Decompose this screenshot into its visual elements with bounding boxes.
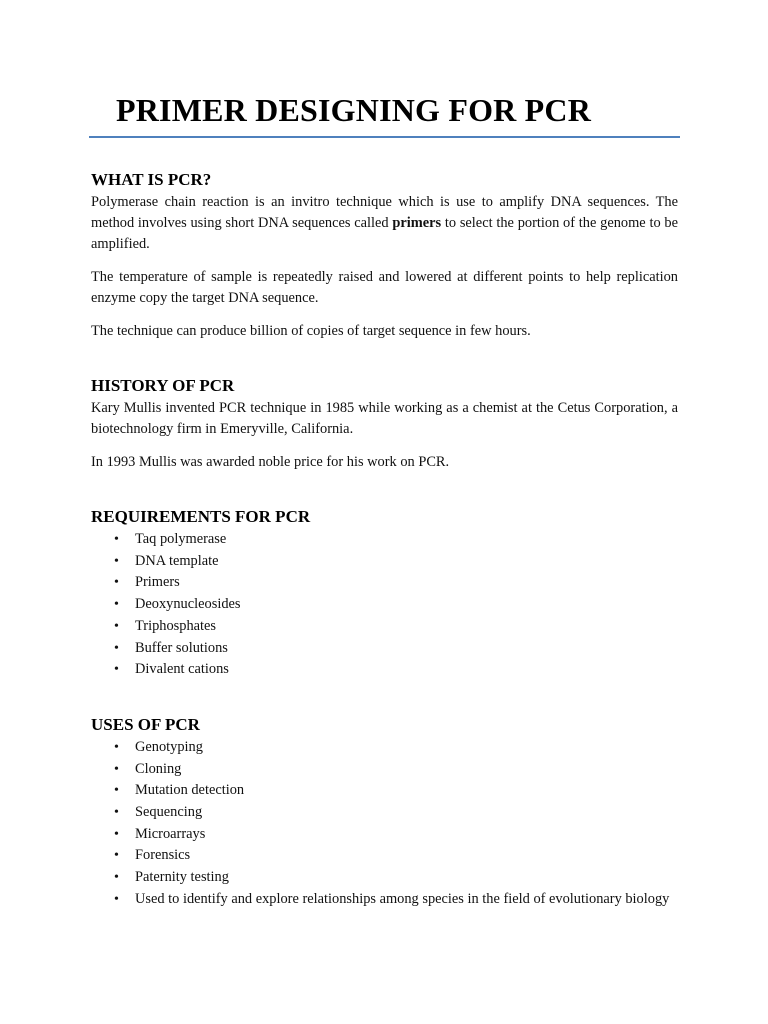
list-item	[91, 889, 678, 911]
bullet-icon: •	[114, 597, 119, 613]
list-item	[91, 551, 678, 573]
list-item	[91, 737, 678, 759]
list-item	[91, 594, 678, 616]
list-item-text: Divalent cations	[135, 661, 229, 678]
section-heading-uses: USES OF PCR	[91, 714, 200, 734]
list-item	[91, 824, 678, 846]
list-item	[91, 759, 678, 781]
list-item-text: Mutation detection	[135, 782, 245, 799]
paragraph-pcr-definition	[91, 192, 678, 255]
section-heading-history: HISTORY OF PCR	[91, 376, 235, 395]
title-underline	[89, 136, 680, 138]
section-uses-of-pcr	[91, 713, 678, 911]
list-item-text: Used to identify and explore relationships among species in the field of evolutionary biology	[135, 890, 670, 907]
list-item	[91, 616, 678, 638]
bullet-icon: •	[114, 805, 119, 821]
list-item-text: Taq polymerase	[135, 531, 227, 547]
requirements-list	[91, 529, 678, 681]
list-item	[91, 845, 678, 867]
bullet-icon: •	[114, 739, 119, 755]
section-heading-what-is-pcr: WHAT IS PCR?	[91, 170, 212, 189]
document-body	[91, 168, 678, 911]
list-item-text: Genotyping	[135, 738, 203, 755]
list-item-text: Paternity testing	[135, 869, 229, 886]
list-item-text: Sequencing	[135, 804, 203, 821]
bullet-icon: •	[114, 553, 119, 569]
list-item-text: Forensics	[135, 847, 191, 864]
bullet-icon: •	[114, 783, 119, 799]
list-item	[91, 802, 678, 824]
list-item-text: Cloning	[135, 760, 182, 777]
list-item	[91, 659, 678, 681]
list-item-text: Deoxynucleosides	[135, 596, 241, 613]
section-requirements	[91, 505, 678, 681]
paragraph-temperature: The temperature of sample is repeatedly raised and lowered at different points to help replication enzyme copy the target DNA sequence.	[91, 269, 678, 306]
paragraph-text: Polymerase chain reaction is an invitro technique which is use to amplify DNA sequences. The method involves using short DNA sequences called	[91, 194, 678, 231]
paragraph-mullis-award: In 1993 Mullis was awarded noble price for his work on PCR.	[91, 454, 450, 470]
bullet-icon: •	[114, 761, 119, 777]
section-heading-requirements: REQUIREMENTS FOR PCR	[91, 507, 311, 526]
paragraph-mullis-invention: Kary Mullis invented PCR technique in 1985 while working as a chemist at the Cetus Corporation, a biotechnology firm in Emeryville, California.	[91, 400, 678, 437]
bullet-icon: •	[114, 662, 119, 678]
bullet-icon: •	[114, 870, 119, 886]
list-item-text: Primers	[135, 574, 180, 591]
list-item-text: Triphosphates	[135, 617, 217, 634]
paragraph-text: to select the portion of the genome to be amplified.	[91, 215, 678, 252]
list-item-text: Buffer solutions	[135, 639, 228, 656]
list-item	[91, 638, 678, 660]
bullet-icon: •	[114, 848, 119, 864]
section-history-of-pcr	[91, 374, 678, 473]
list-item	[91, 572, 678, 594]
bullet-icon: •	[114, 640, 119, 656]
uses-list	[91, 737, 678, 911]
list-item	[91, 867, 678, 889]
section-what-is-pcr	[91, 168, 678, 342]
bullet-icon: •	[114, 532, 119, 547]
list-item	[91, 780, 678, 802]
list-item-text: DNA template	[135, 552, 219, 569]
page-title: PRIMER DESIGNING FOR PCR	[116, 92, 592, 128]
list-item	[91, 529, 678, 551]
bold-term-primers: primers	[392, 215, 442, 231]
bullet-icon: •	[114, 618, 119, 634]
bullet-icon: •	[114, 575, 119, 591]
bullet-icon: •	[114, 891, 119, 907]
list-item-text: Microarrays	[135, 825, 206, 842]
bullet-icon: •	[114, 826, 119, 842]
paragraph-copies: The technique can produce billion of copies of target sequence in few hours.	[91, 323, 531, 339]
